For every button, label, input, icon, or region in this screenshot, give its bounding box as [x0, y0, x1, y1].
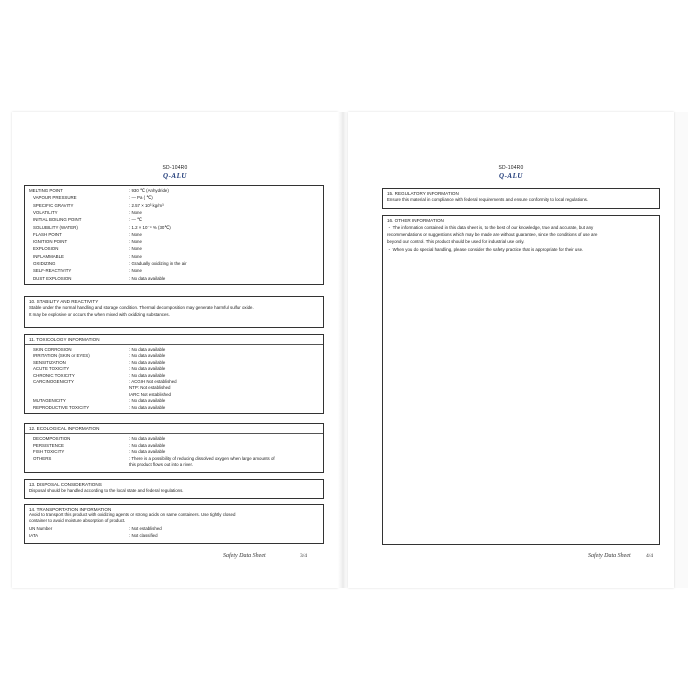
- page-4: [348, 112, 674, 588]
- section-text: It may be explosive or occurs the when mixed with oxidizing substances.: [29, 312, 170, 317]
- row-value: : Not established: [129, 526, 162, 531]
- section-heading: 16. OTHER INFORMATION: [387, 218, 444, 223]
- row-value: : None: [129, 246, 142, 252]
- page-fold: [338, 112, 348, 588]
- ecological-section: [24, 423, 324, 473]
- section-text: beyond our control. This product should be used for industrial use only.: [387, 239, 525, 244]
- row-label: MELTING POINT: [29, 188, 63, 193]
- row-value: : None: [129, 268, 142, 274]
- row-label: INITIAL BOILING POINT: [33, 217, 82, 223]
- row-value: : No data available: [129, 372, 166, 378]
- row-value: : No data available: [129, 366, 166, 372]
- row-label: INFLAMMABLE: [33, 253, 64, 259]
- row-value: : No data available: [129, 353, 166, 359]
- section-text: recommendations or suggestions which may be made are without guarantee, since the conditions of use are: [387, 232, 598, 237]
- row-value: this product flows out into a river.: [129, 462, 193, 468]
- stability-section: [24, 296, 324, 328]
- row-label: OTHERS: [33, 455, 52, 461]
- row-value: : No data available: [129, 347, 166, 352]
- section-heading: 15. REGULATORY INFORMATION: [387, 191, 459, 196]
- row-label: SOLUBILITY (WATER): [33, 224, 78, 230]
- divider: [25, 344, 323, 345]
- section-text: container to avoid moisture absorption of product.: [29, 518, 126, 523]
- row-value: : None: [129, 239, 142, 245]
- footer-title: Safety Data Sheet: [223, 553, 266, 559]
- row-label: CHRONIC TOXICITY: [33, 372, 75, 378]
- row-label: SKIN CORROSION: [33, 347, 72, 352]
- doc-code: SD-104R0: [162, 165, 188, 171]
- row-label: IGNITION POINT: [33, 239, 68, 245]
- row-value: : None: [129, 253, 142, 259]
- row-label: SENSITIZATION: [33, 359, 66, 365]
- page-number: 4/4: [646, 553, 654, 559]
- row-label: IRRITATION (SKIN or EYES): [33, 353, 90, 359]
- row-value: : ACGIH Not established: [129, 379, 177, 384]
- row-label: IATA: [29, 533, 39, 538]
- other-info-section: [382, 215, 660, 545]
- row-value: IARC Not established: [129, 391, 171, 397]
- section-heading: 11. TOXICOLOGY INFORMATION: [29, 337, 100, 342]
- section-text: Ensure this material in compliance with federal requirements and ensure conformity to local regulations.: [387, 197, 589, 202]
- section-heading: 12. ECOLOGICAL INFORMATION: [29, 426, 100, 431]
- row-value: : No data available: [129, 404, 166, 410]
- row-value: : 2.57 × 10³ kg/m³: [129, 202, 164, 208]
- row-label: ACUTE TOXICITY: [33, 366, 70, 372]
- divider: [25, 433, 323, 434]
- brand-logo: Q-ALU: [499, 172, 523, 180]
- section-text: ・ The information contained in this data sheet is, to the best of our knowledge, true and accurate, but any: [387, 225, 594, 230]
- row-value: : No data available: [129, 442, 166, 448]
- row-value: : Gradually oxidizing in the air: [129, 261, 187, 266]
- row-value: : No data available: [129, 436, 166, 441]
- section-heading: 10. STABILITY AND REACTIVITY: [29, 299, 99, 304]
- section-text: Avoid to transport this product with oxidizing agents or strong acids on same containers. Use tightly closed: [29, 512, 236, 517]
- page-3: [12, 112, 338, 588]
- section-text: Stable under the normal handling and storage condition. Thermal decomposition may generate harmful sulfur oxide.: [29, 305, 254, 310]
- regulatory-section: [382, 188, 660, 209]
- row-label: REPRODUCTIVE TOXICITY: [33, 404, 90, 410]
- section-text: Disposal should be handled according to the local state and federal regulations.: [29, 488, 184, 493]
- brand-logo: Q-ALU: [163, 172, 187, 180]
- disposal-section: [24, 479, 324, 499]
- row-label: UN Number: [29, 526, 53, 531]
- footer-title: Safety Data Sheet: [588, 553, 631, 559]
- page-number: 3/4: [300, 553, 308, 559]
- row-value: : — Pa ( ℃): [129, 195, 153, 201]
- row-label: VOLATILITY: [33, 209, 58, 215]
- row-value: : 930 ℃ (Anhydride): [129, 188, 169, 193]
- row-value: : No data available: [129, 398, 166, 404]
- doc-code: SD-104R0: [498, 165, 524, 171]
- row-label: FISH TOXICITY: [33, 449, 65, 455]
- section-text: ・ When you do special handling, please consider the safety practice that is appropriate for their use.: [387, 247, 584, 252]
- row-value: : 1.2 × 10⁻⁴ % (30℃): [129, 224, 171, 230]
- row-label: PERSISTENCE: [33, 442, 64, 448]
- row-label: DUST EXPLOSION: [33, 275, 72, 281]
- section-heading: 14. TRANSPORTATION INFORMATION: [29, 507, 112, 512]
- row-value: : Not classified: [129, 533, 158, 538]
- toxicology-section: [24, 334, 324, 414]
- row-label: MUTAGENICITY: [33, 398, 66, 404]
- row-label: FLASH POINT: [33, 231, 62, 237]
- row-value: : — ℃: [129, 217, 142, 223]
- row-value: : There is a possibility of reducing dissolved oxygen when large amounts of: [129, 455, 275, 461]
- row-value: : None: [129, 231, 142, 237]
- row-value: : None: [129, 209, 142, 215]
- row-label: OXIDIZING: [33, 261, 56, 266]
- row-value: : No data available: [129, 275, 166, 281]
- row-label: VAPOUR PRESSURE: [33, 195, 77, 201]
- row-value: : No data available: [129, 449, 166, 455]
- transport-section: [24, 504, 324, 544]
- row-label: EXPLOSION: [33, 246, 59, 252]
- row-label: SPECIFIC GRAVITY: [33, 202, 74, 208]
- row-value: : No data available: [129, 359, 166, 365]
- row-label: DECOMPOSITION: [33, 436, 71, 441]
- physical-properties-section: [24, 185, 324, 285]
- section-heading: 13. DISPOSAL CONSIDERATIONS: [29, 482, 102, 487]
- row-label: SELF-REACTIVITY: [33, 268, 72, 274]
- row-label: CARCINOGENICITY: [33, 379, 74, 384]
- row-value: NTP: Not established: [129, 385, 171, 391]
